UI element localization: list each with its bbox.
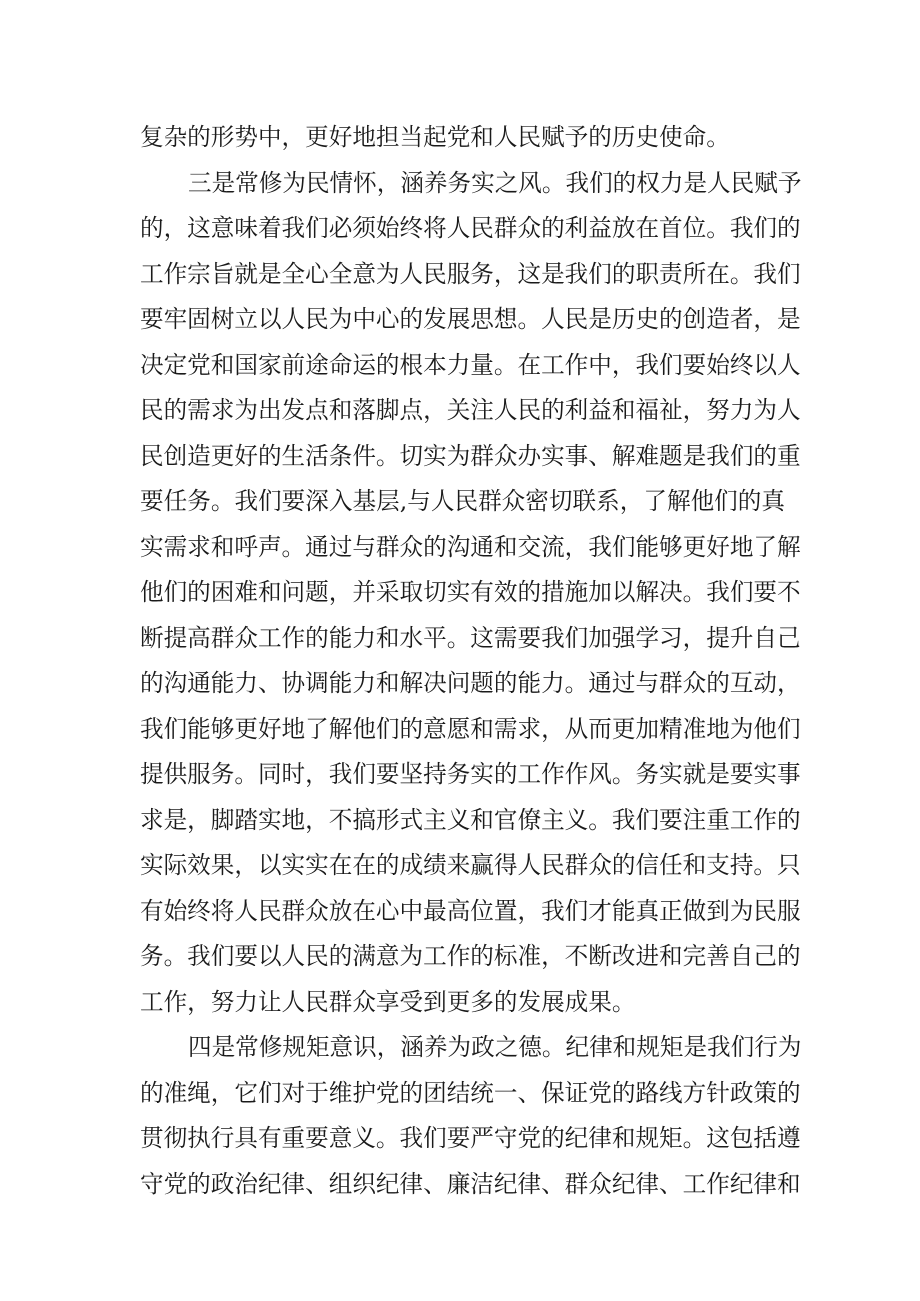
text-line: 提供服务。同时，我们要坚持务实的工作作风。务实就是要实事: [140, 760, 801, 788]
text-line: 民的需求为出发点和落脚点，关注人民的利益和福祉，努力为人: [140, 396, 801, 424]
text-line: 工作，努力让人民群众享受到更多的发展成果。: [140, 988, 636, 1016]
text-line: 复杂的形势中，更好地担当起党和人民赋予的历史使命。: [140, 123, 730, 151]
text-line: 守党的政治纪律、组织纪律、廉洁纪律、群众纪律、工作纪律和: [140, 1170, 801, 1198]
text-line: 贯彻执行具有重要意义。我们要严守党的纪律和规矩。这包括遵: [140, 1124, 801, 1152]
text-line: 实需求和呼声。通过与群众的沟通和交流，我们能够更好地了解: [140, 533, 801, 561]
text-line: 的沟通能力、协调能力和解决问题的能力。通过与群众的互动，: [140, 669, 801, 697]
text-line: 求是，脚踏实地，不搞形式主义和官僚主义。我们要注重工作的: [140, 806, 801, 834]
text-line: 的，这意味着我们必须始终将人民群众的利益放在首位。我们的: [140, 214, 801, 242]
paragraph-first-line: 四是常修规矩意识，涵养为政之德。纪律和规矩是我们行为: [188, 1033, 802, 1061]
paragraph-first-line: 三是常修为民情怀，涵养务实之风。我们的权力是人民赋予: [188, 169, 802, 197]
text-line: 有始终将人民群众放在心中最高位置，我们才能真正做到为民服: [140, 897, 801, 925]
text-line: 要牢固树立以人民为中心的发展思想。人民是历史的创造者，是: [140, 305, 801, 333]
text-line: 工作宗旨就是全心全意为人民服务，这是我们的职责所在。我们: [140, 260, 801, 288]
text-line: 决定党和国家前途命运的根本力量。在工作中，我们要始终以人: [140, 351, 801, 379]
text-line: 断提高群众工作的能力和水平。这需要我们加强学习，提升自己: [140, 624, 801, 652]
text-line: 他们的困难和问题，并采取切实有效的措施加以解决。我们要不: [140, 578, 801, 606]
text-line: 我们能够更好地了解他们的意愿和需求，从而更加精准地为他们: [140, 715, 801, 743]
text-line: 的准绳，它们对于维护党的团结统一、保证党的路线方针政策的: [140, 1079, 801, 1107]
text-line: 民创造更好的生活条件。切实为群众办实事、解难题是我们的重: [140, 442, 801, 470]
text-line: 务。我们要以人民的满意为工作的标准，不断改进和完善自己的: [140, 942, 801, 970]
text-line: 实际效果，以实实在在的成绩来赢得人民群众的信任和支持。只: [140, 851, 801, 879]
text-line: 要任务。我们要深入基层,与人民群众密切联系，了解他们的真: [140, 487, 785, 515]
